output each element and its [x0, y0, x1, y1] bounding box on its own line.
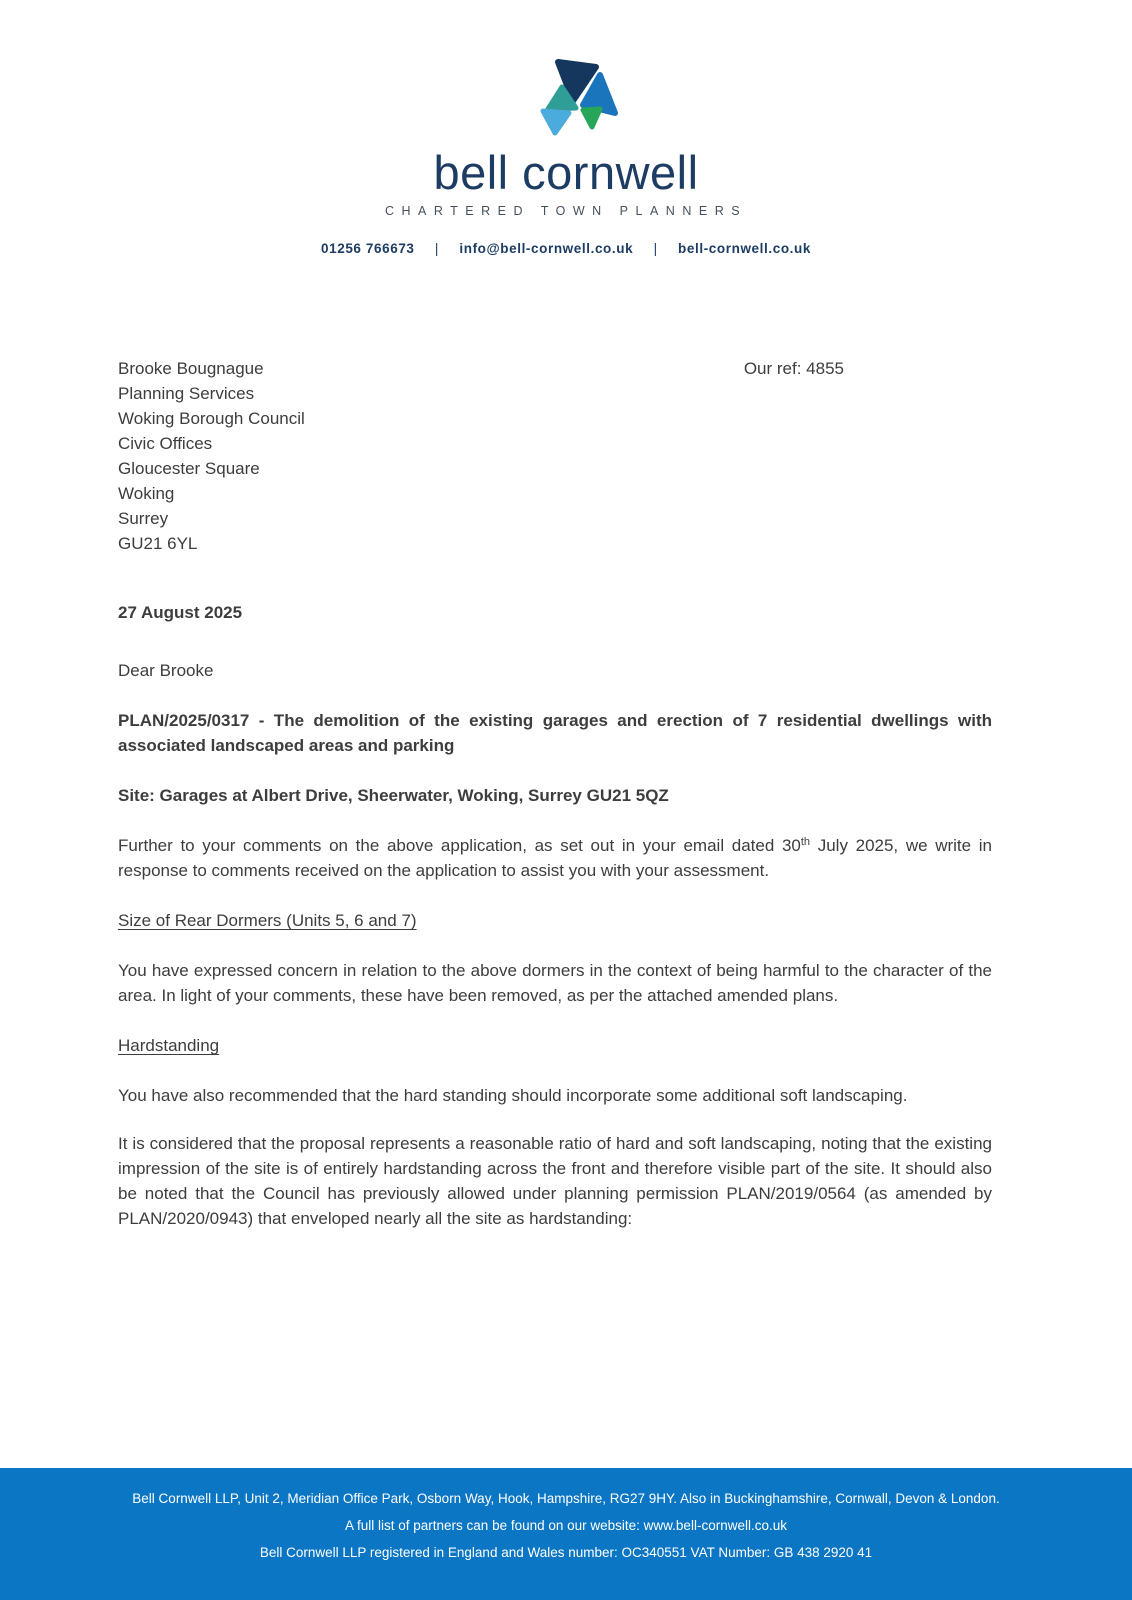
contact-line	[0, 241, 1132, 256]
separator-bar: |	[434, 241, 440, 257]
intro-text-post: July 2025, we write in response to comments received on the application to assist you with your assessment.	[118, 836, 992, 881]
phone-number: 01256 766673	[321, 241, 415, 257]
footer-address-line: Bell Cornwell LLP, Unit 2, Meridian Office Park, Osborn Way, Hook, Hampshire, RG27 9HY. Also in Buckinghamshire, Cornwall, Devon & London.	[132, 1491, 1000, 1506]
salutation: Dear Brooke	[118, 661, 214, 681]
intro-paragraph	[118, 833, 992, 883]
section-heading-hardstanding: Hardstanding	[118, 1036, 220, 1056]
section-heading-rear-dormers: Size of Rear Dormers (Units 5, 6 and 7)	[118, 911, 417, 931]
intro-text-pre: Further to your comments on the above application, as set out in your email dated 30	[118, 836, 801, 856]
website-address: bell-cornwell.co.uk	[678, 241, 811, 257]
address-row	[118, 356, 992, 556]
site-line: Site: Garages at Albert Drive, Sheerwater, Woking, Surrey GU21 5QZ	[118, 786, 669, 806]
subject-line: PLAN/2025/0317 - The demolition of the existing garages and erection of 7 residential dwellings with associated landscaped areas and parking	[118, 711, 992, 756]
hardstanding-paragraph-1: You have also recommended that the hard standing should incorporate some additional soft landscaping.	[118, 1086, 908, 1106]
footer-bar	[0, 1468, 1132, 1600]
recipient-line: Civic Offices	[118, 434, 213, 454]
bell-cornwell-triangles-icon	[510, 52, 622, 144]
company-wordmark: bell cornwell	[433, 146, 699, 199]
rear-dormers-paragraph: You have expressed concern in relation to the above dormers in the context of being harmful to the character of the area. In light of your comments, these have been removed, as per the attached amended plans.	[118, 961, 992, 1006]
footer-partners-line: A full list of partners can be found on our website: www.bell-cornwell.co.uk	[345, 1518, 787, 1533]
recipient-line: Woking	[118, 484, 175, 504]
ordinal-superscript: th	[800, 836, 811, 849]
letter-date: 27 August 2025	[118, 603, 243, 623]
letter-body	[0, 256, 1132, 1231]
recipient-line: Surrey	[118, 509, 169, 529]
hardstanding-paragraph-2: It is considered that the proposal represents a reasonable ratio of hard and soft landscaping, noting that the existing impression of the site is of entirely hardstanding across the front and therefore visible part of the site. It should also be noted that the Council has previously allowed under planning permission PLAN/2019/0564 (as amended by PLAN/2020/0943) that enveloped nearly all the site as hardstanding:	[118, 1134, 992, 1229]
letterhead	[0, 0, 1132, 256]
separator-bar: |	[653, 241, 658, 257]
our-ref: Our ref: 4855	[743, 359, 844, 379]
recipient-line: Woking Borough Council	[118, 409, 305, 429]
recipient-line: Brooke Bougnague	[118, 359, 264, 379]
footer-registration-line: Bell Cornwell LLP registered in England and Wales number: OC340551 VAT Number: GB 438 2920 41	[259, 1545, 873, 1560]
company-tagline: CHARTERED TOWN PLANNERS	[384, 204, 748, 219]
recipient-line: Planning Services	[118, 384, 255, 404]
recipient-line: Gloucester Square	[118, 459, 260, 479]
recipient-line: GU21 6YL	[118, 534, 198, 554]
email-address: info@bell-cornwell.co.uk	[459, 241, 634, 257]
recipient-address-block	[118, 356, 305, 556]
